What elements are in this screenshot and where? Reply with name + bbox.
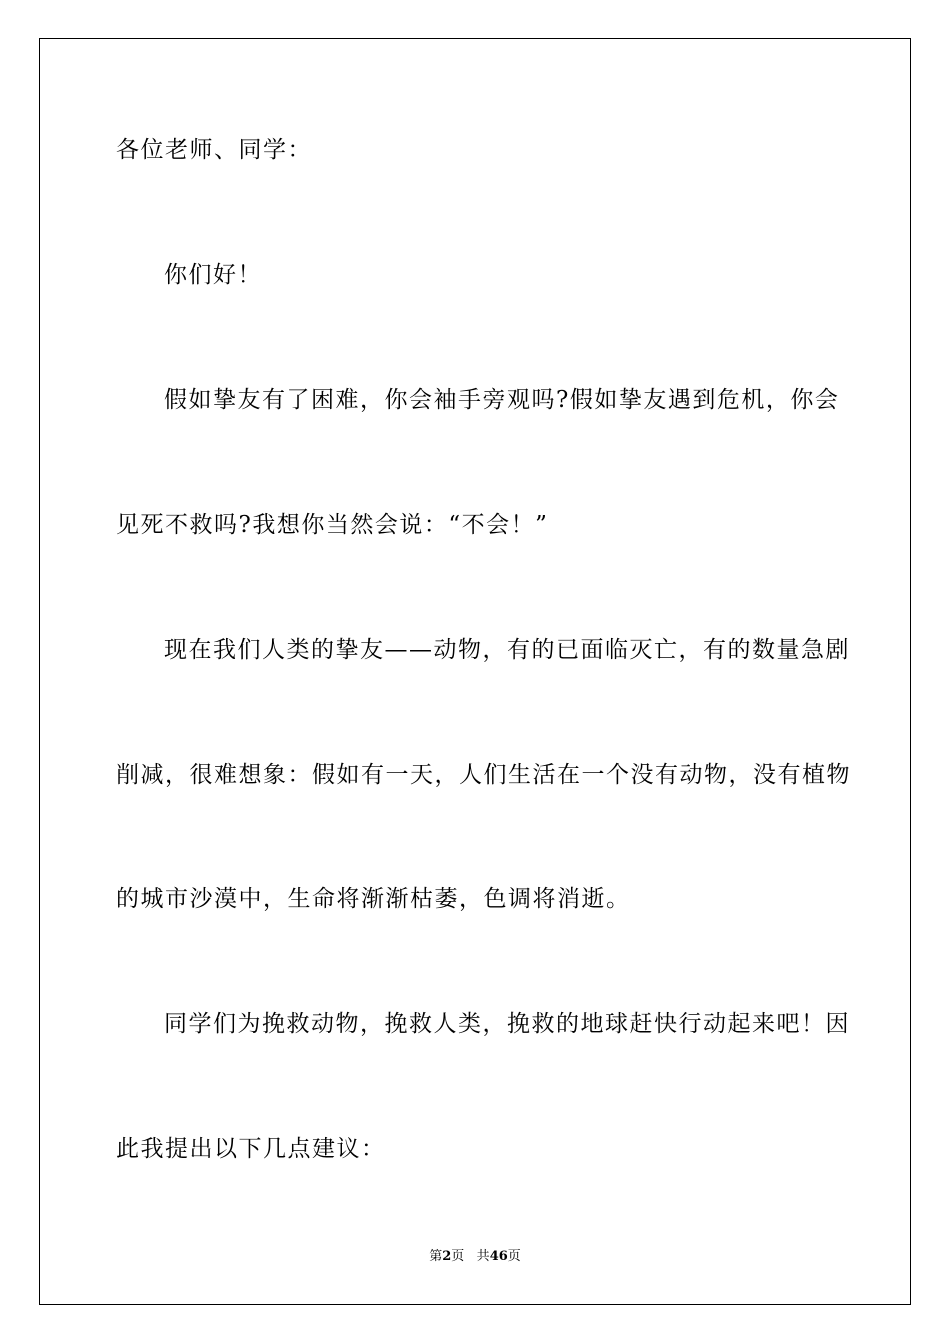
footer-page-number: 2 bbox=[442, 1249, 452, 1264]
body-line-6: 同学们为挽救动物，挽救人类，挽救的地球赶快行动起来吧！因 bbox=[164, 1011, 850, 1037]
footer-total-pages: 46 bbox=[489, 1249, 508, 1264]
body-line-3: 现在我们人类的挚友——动物，有的已面临灭亡，有的数量急剧 bbox=[164, 637, 850, 663]
body-line-1: 假如挚友有了困难，你会袖手旁观吗?假如挚友遇到危机，你会 bbox=[164, 387, 840, 413]
footer-total-prefix: 共 bbox=[476, 1249, 490, 1264]
body-line-7: 此我提出以下几点建议： bbox=[116, 1136, 386, 1162]
footer-total-suffix: 页 bbox=[507, 1249, 521, 1264]
body-line-5: 的城市沙漠中，生命将渐渐枯萎，色调将消逝。 bbox=[116, 886, 631, 912]
footer-page-prefix: 第 bbox=[429, 1249, 443, 1264]
body-line-2: 见死不救吗?我想你当然会说：“不会！” bbox=[116, 512, 549, 538]
body-line-4: 削减，很难想象：假如有一天，人们生活在一个没有动物，没有植物 bbox=[116, 762, 851, 788]
greeting-line: 你们好！ bbox=[164, 262, 262, 288]
page-border bbox=[39, 38, 911, 1305]
salutation-line: 各位老师、同学： bbox=[116, 137, 312, 163]
page-footer bbox=[0, 1248, 950, 1266]
footer-page-suffix: 页 bbox=[451, 1249, 465, 1264]
